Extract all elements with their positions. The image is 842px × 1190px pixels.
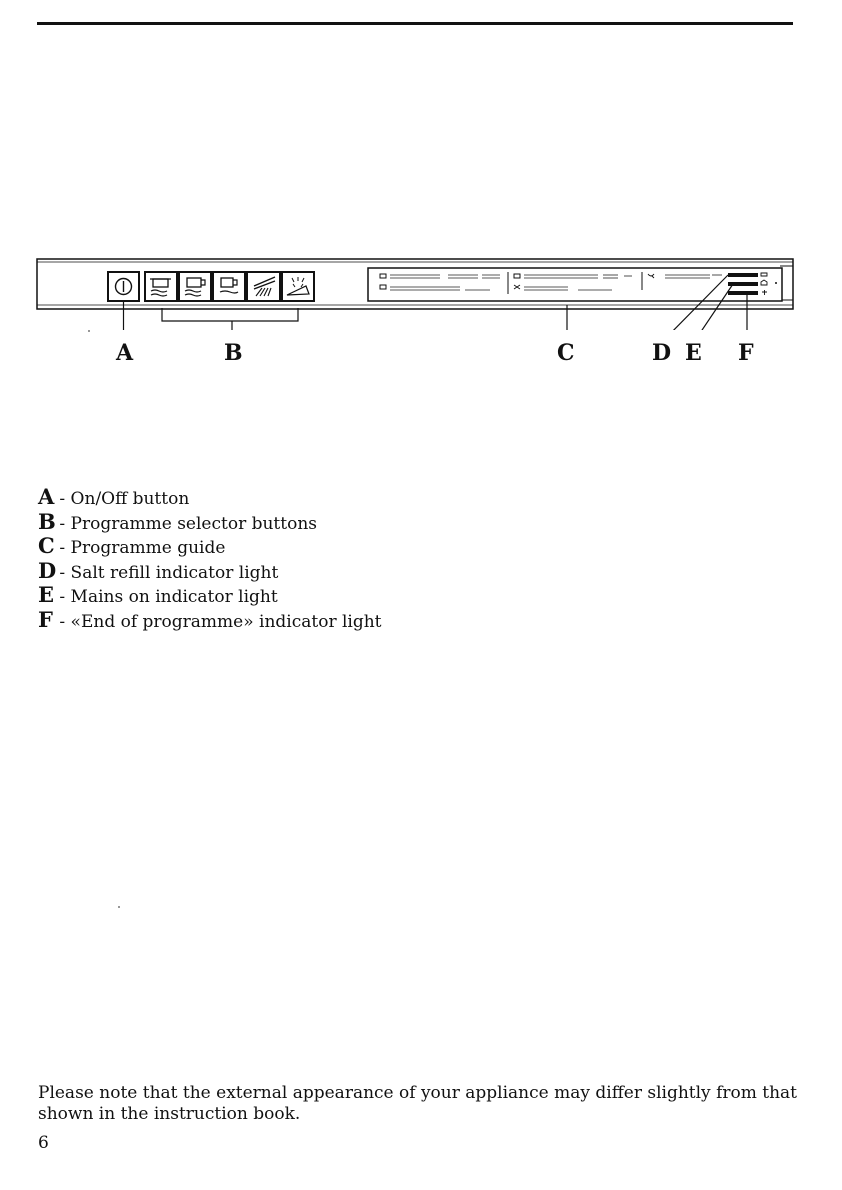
- legend-text: - Programme selector buttons: [59, 513, 318, 534]
- page-number: 6: [38, 1133, 49, 1153]
- legend-item: [38, 508, 382, 536]
- legend: [38, 486, 382, 633]
- callout-b: B: [224, 340, 243, 366]
- programme-guide: [368, 268, 782, 301]
- legend-key: F: [38, 606, 53, 632]
- prewash-spray-icon[interactable]: [282, 272, 314, 301]
- legend-item: [38, 584, 382, 609]
- legend-key: A: [38, 484, 55, 509]
- end-of-programme-indicator-light: [728, 291, 758, 295]
- appearance-note: Please note that the external appearance of your appliance may differ slightly from that shown in the instruction book.: [38, 1083, 797, 1124]
- legend-item: [38, 486, 382, 511]
- scan-speck: [88, 330, 90, 332]
- scan-speck: [118, 906, 120, 908]
- legend-item: [38, 535, 382, 560]
- pot-rinse-icon[interactable]: [179, 272, 211, 301]
- legend-key: E: [38, 582, 55, 607]
- control-panel-figure: [0, 250, 842, 330]
- callout-f: F: [738, 340, 754, 366]
- legend-text: - Programme guide: [59, 538, 226, 558]
- legend-item: [38, 557, 382, 585]
- callout-c: C: [557, 340, 575, 366]
- legend-text: - Mains on indicator light: [59, 587, 278, 607]
- legend-item: [38, 606, 382, 634]
- legend-text: - Salt refill indicator light: [59, 562, 279, 583]
- legend-key: B: [38, 508, 56, 534]
- cup-icon[interactable]: [213, 272, 245, 301]
- callout-a: A: [116, 340, 134, 366]
- cutlery-icon[interactable]: [247, 272, 280, 301]
- pot-icon[interactable]: [145, 272, 177, 301]
- callout-d: D: [652, 340, 672, 366]
- legend-text: - «End of programme» indicator light: [59, 611, 382, 632]
- legend-key: D: [38, 557, 57, 583]
- power-icon[interactable]: [108, 272, 139, 301]
- legend-key: C: [38, 533, 55, 558]
- legend-text: - On/Off button: [59, 489, 190, 509]
- top-rule: [37, 22, 793, 25]
- salt-refill-indicator-light: [728, 273, 758, 277]
- callout-e: E: [685, 340, 702, 366]
